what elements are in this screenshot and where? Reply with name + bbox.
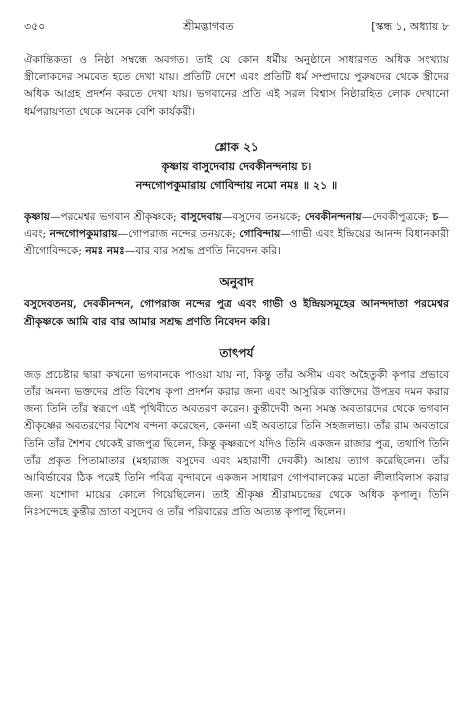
synonym-meaning: —গোপরাজ নন্দের তনয়কে; <box>117 228 240 241</box>
translation-heading: অনুবাদ <box>219 275 254 290</box>
synonym-meaning: —গাভী এবং ইন্দ্রিয়ের আনন্দ বিধানকারী শ্রীগোবিন্দকে; <box>24 228 449 258</box>
page-number: ৩৫০ <box>24 20 46 33</box>
synonym-term: গোবিন্দায় <box>239 228 281 241</box>
purport-text: জড় প্রচেষ্টার দ্বারা কখনো ভগবানকে পাওয়া যায় না, কিন্তু তাঁর অসীম এবং অহৈতুকী কৃপার প্রভাবে তাঁর অনন্য ভক্তদের প্রতি বিশেষ কৃপা প্রদর্শন করার জন্য এবং আসুরিক ব্যক্তিদের উপদ্রব দমন করার জন্য তিনি তাঁর স্বরূপে এই পৃথিবীতে অবতরণ করেন। কুন্তীদেবী অন্য সমস্ত অবতারদের থেকে ভগবান শ্রীকৃষ্ণের অবতরণের বিশেষ বন্দনা করেছেন, কেননা এই অবতারে তিনি সহজলভ্য। তাঁর রাম অবতারে তিনি তাঁর শৈশব থেকেই রাজপুত্র ছিলেন, কিন্তু কৃষ্ণরূপে যদিও তিনি একজন রাজার পুত্র, তথাপি তিনি তাঁর প্রকৃত পিতামাতার (মহারাজ বসুদেব এবং মহারাণী দেবকী) আশ্রয় ত্যাগ করেছিলেন। তাঁর আবির্ভাবের ঠিক পরেই তিনি পবিত্র বৃন্দাবনে একজন সাধারণ গোপবালকের মতো লীলাবিলাস করার জন্য যশোদা মায়ের কোলে গিয়েছিলেন। তাই শ্রীকৃষ্ণ শ্রীরামচন্দ্রের থেকে অধিক কৃপালু। তিনি নিঃসন্দেহে কুন্তীর ভ্রাতা বসুদেব ও তাঁর পরিবারের প্রতি অত্যন্ত কৃপালু ছিলেন। <box>24 368 449 519</box>
synonym-term: চ <box>432 210 439 223</box>
synonym-meaning: —বার বার সশ্রদ্ধ প্রণতি নিবেদন করি। <box>124 245 281 258</box>
verse-line-1: কৃষ্ণায় বাসুদেবায় দেবকীনন্দনায় চ। <box>161 159 312 173</box>
synonym-meaning: —দেবকীপুত্রকে; <box>361 210 433 223</box>
synonym-term: দেবকীনন্দনায় <box>304 210 362 223</box>
book-title: শ্রীমদ্ভাগবত <box>183 20 234 33</box>
verse-line-2: নন্দগোপকুমারায় গোবিন্দায় নমো নমঃ ॥ ২১ ॥ <box>135 178 338 192</box>
synonym-meaning: —বসুদেব তনয়কে; <box>221 210 305 223</box>
synonym-meaning: —এবং; <box>24 210 449 241</box>
verse-title: শ্লোক ২১ <box>214 139 259 154</box>
purport-heading: তাৎপর্য <box>219 345 254 360</box>
chapter-reference: [স্কন্ধ ১, অধ্যায় ৮ <box>371 20 449 33</box>
intro-paragraph: ঐকান্তিকতা ও নিষ্ঠা সম্বন্ধে অবগত। তাই যে কোন ধর্মীয় অনুষ্ঠানে সাধারণত অধিক সংখ্যায় স্ত্রীলোকদের সমবেত হতে দেখা যায়। প্রতিটি দেশে এবং প্রতিটি ধর্ম সম্প্রদায়ে পুরুষদের থেকে স্ত্রীদের অধিক আগ্রহ প্রদর্শন করতে দেখা যায়। ভগবানের প্রতি এই সরল বিশ্বাস নিষ্ঠারহিত লোক দেখানো ধর্মপরায়ণতা থেকে অনেক বেশি কার্যকরী। <box>24 54 449 118</box>
page-header <box>24 18 449 34</box>
synonym-term: কৃষ্ণায় <box>24 210 50 223</box>
synonyms-paragraph <box>24 209 449 261</box>
synonym-meaning: —পরমেশ্বর ভগবান শ্রীকৃষ্ণকে; <box>49 210 181 223</box>
synonym-term: বাসুদেবায় <box>180 210 222 223</box>
translation-text: বসুদেবতনয়, দেবকীনন্দন, গোপরাজ নন্দের পুত্র এবং গাভী ও ইন্দ্রিয়সমূহের আনন্দদাতা পরমেশ্বর শ্রীকৃষ্ণকে আমি বার বার আমার সশ্রদ্ধ প্রণতি নিবেদন করি। <box>24 298 449 328</box>
synonym-term: নন্দগোপকুমারায় <box>49 228 118 241</box>
synonym-term: নমঃ নমঃ <box>85 245 125 258</box>
